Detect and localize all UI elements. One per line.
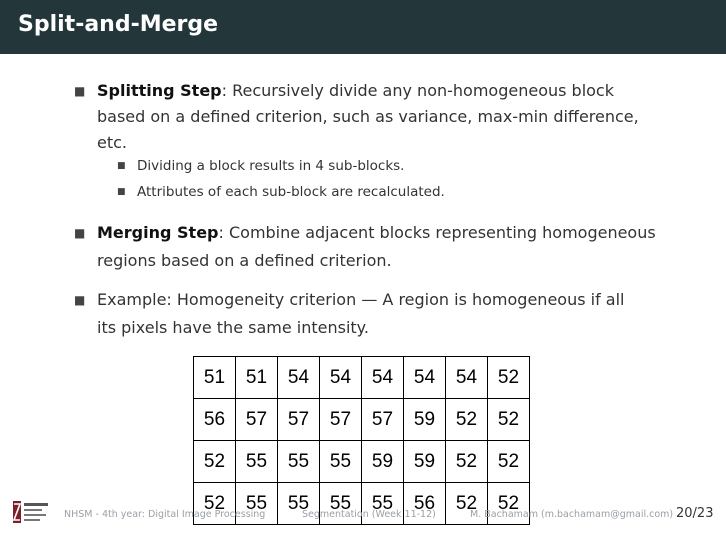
footer-chapter: Segmentation (Week 11-12): [302, 509, 436, 520]
grid-cell: 56: [404, 483, 446, 525]
grid-cell: 57: [362, 399, 404, 441]
grid-row: [194, 357, 530, 399]
grid-cell: 55: [236, 483, 278, 525]
grid-cell: 52: [194, 483, 236, 525]
sub-bullet-marker-icon: ■: [117, 161, 126, 171]
grid-cell: 52: [488, 357, 530, 399]
grid-cell: 54: [446, 357, 488, 399]
grid-cell: 55: [362, 483, 404, 525]
grid-cell: 52: [446, 441, 488, 483]
bullet-merging-step: [74, 219, 656, 275]
grid-cell: 56: [194, 399, 236, 441]
grid-cell: 55: [278, 483, 320, 525]
grid-cell: 55: [236, 441, 278, 483]
bullet-example: [74, 286, 625, 342]
grid-row: [194, 399, 530, 441]
grid-cell: 54: [404, 357, 446, 399]
sub-bullet-dividing: [117, 155, 405, 177]
grid-cell: 55: [320, 441, 362, 483]
bullet-line: its pixels have the same intensity.: [97, 318, 369, 337]
sub-bullet-marker-icon: ■: [117, 187, 126, 197]
grid-cell: 54: [320, 357, 362, 399]
grid-cell: 51: [236, 357, 278, 399]
grid-row: [194, 441, 530, 483]
grid-cell: 52: [488, 483, 530, 525]
grid-cell: 57: [236, 399, 278, 441]
grid-cell: 51: [194, 357, 236, 399]
pixel-intensity-grid: [193, 356, 530, 525]
grid-body: [194, 357, 530, 525]
bullet-marker-icon: ■: [74, 293, 86, 307]
grid-cell: 52: [488, 441, 530, 483]
bullet-line: [97, 219, 656, 247]
bullet-splitting-step: [74, 78, 639, 156]
grid-cell: 55: [278, 441, 320, 483]
bullet-line: regions based on a defined criterion.: [97, 251, 392, 270]
grid-cell: 59: [404, 441, 446, 483]
bullet-term: Splitting Step: [97, 81, 222, 100]
grid-cell: 52: [488, 399, 530, 441]
sub-bullet-text: Attributes of each sub-block are recalculated.: [137, 184, 445, 200]
footer-author: M. Bachamam (m.bachamam@gmail.com): [470, 509, 674, 520]
grid-cell: 57: [278, 399, 320, 441]
grid-cell: 54: [362, 357, 404, 399]
grid-cell: 55: [320, 483, 362, 525]
bullet-marker-icon: ■: [74, 226, 86, 240]
slide-title: Split-and-Merge: [18, 12, 219, 37]
sub-bullet-text: Dividing a block results in 4 sub-blocks.: [137, 158, 405, 174]
grid-cell: 52: [194, 441, 236, 483]
bullet-term: Merging Step: [97, 223, 219, 242]
grid-cell: 59: [404, 399, 446, 441]
grid-cell: 57: [320, 399, 362, 441]
slide-footer: [0, 504, 726, 528]
grid-cell: 59: [362, 441, 404, 483]
bullet-line: [97, 78, 639, 104]
bullet-text: : Recursively divide any non-homogeneous block: [221, 81, 614, 100]
footer-course: NHSM - 4th year: Digital Image Processing: [64, 509, 266, 520]
page-number: 20/23: [676, 506, 714, 521]
bullet-marker-icon: ■: [74, 84, 86, 98]
grid-cell: 52: [446, 483, 488, 525]
bullet-line: etc.: [97, 133, 127, 152]
bullet-line: Example: Homogeneity criterion — A region is homogeneous if all: [97, 290, 625, 309]
bullet-text: : Combine adjacent blocks representing homogeneous: [218, 223, 656, 242]
sub-bullet-attributes: [117, 181, 445, 203]
bullet-line: based on a defined criterion, such as variance, max-min difference,: [97, 107, 639, 126]
grid-cell: 52: [446, 399, 488, 441]
grid-cell: 54: [278, 357, 320, 399]
